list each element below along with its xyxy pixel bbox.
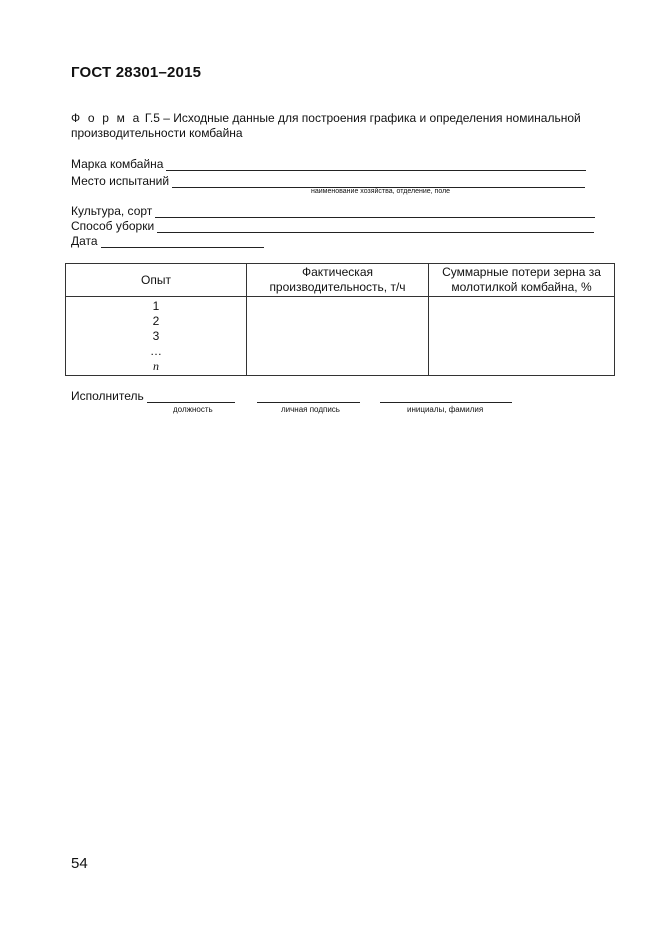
- field-date-line[interactable]: [101, 236, 264, 248]
- table-row: [66, 297, 615, 376]
- column-header-experiment: Опыт: [66, 264, 247, 297]
- signature-position-hint: должность: [173, 405, 213, 414]
- form-title-text: Г.5 – Исходные данные для построения графика и определения номинальной производительности комбайна: [71, 111, 581, 140]
- signature-sign-hint: личная подпись: [281, 405, 340, 414]
- form-prefix: Ф о р м а: [71, 111, 142, 125]
- signature-label: Исполнитель: [71, 389, 144, 403]
- field-method: [71, 219, 594, 233]
- signature-name-line[interactable]: [380, 391, 512, 403]
- field-date: [71, 234, 264, 248]
- field-method-line[interactable]: [157, 221, 594, 233]
- signature-block: [71, 389, 512, 403]
- signature-name-hint: инициалы, фамилия: [407, 405, 484, 414]
- field-crop: [71, 204, 595, 218]
- field-date-label: Дата: [71, 234, 98, 248]
- losses-cell[interactable]: [429, 297, 615, 376]
- column-header-productivity: Фактическая производительность, т/ч: [247, 264, 429, 297]
- signature-sign-line[interactable]: [257, 391, 360, 403]
- productivity-cell[interactable]: [247, 297, 429, 376]
- experiment-number: n: [153, 359, 159, 373]
- experiment-number: 3: [152, 329, 160, 343]
- field-method-label: Способ уборки: [71, 219, 155, 233]
- field-place-hint: наименование хозяйства, отделение, поле: [311, 188, 451, 195]
- experiment-number: …: [150, 344, 162, 358]
- form-title: [71, 111, 591, 141]
- data-table: [65, 263, 615, 376]
- field-place: [71, 174, 585, 188]
- field-brand-label: Марка комбайна: [71, 157, 164, 171]
- table-header-row: [66, 264, 615, 297]
- field-place-line[interactable]: [172, 176, 585, 188]
- column-header-losses: Суммарные потери зерна за молотилкой комбайна, %: [429, 264, 615, 297]
- experiment-numbers-cell: [66, 297, 247, 376]
- standard-number: ГОСТ 28301–2015: [71, 64, 202, 81]
- field-crop-line[interactable]: [155, 206, 595, 218]
- field-place-label: Место испытаний: [71, 174, 170, 188]
- field-brand: [71, 157, 586, 171]
- signature-position-line[interactable]: [147, 391, 235, 403]
- experiment-number: 1: [152, 299, 160, 313]
- field-crop-label: Культура, сорт: [71, 204, 153, 218]
- field-brand-line[interactable]: [166, 159, 586, 171]
- experiment-number: 2: [152, 314, 160, 328]
- page-number: 54: [71, 855, 88, 872]
